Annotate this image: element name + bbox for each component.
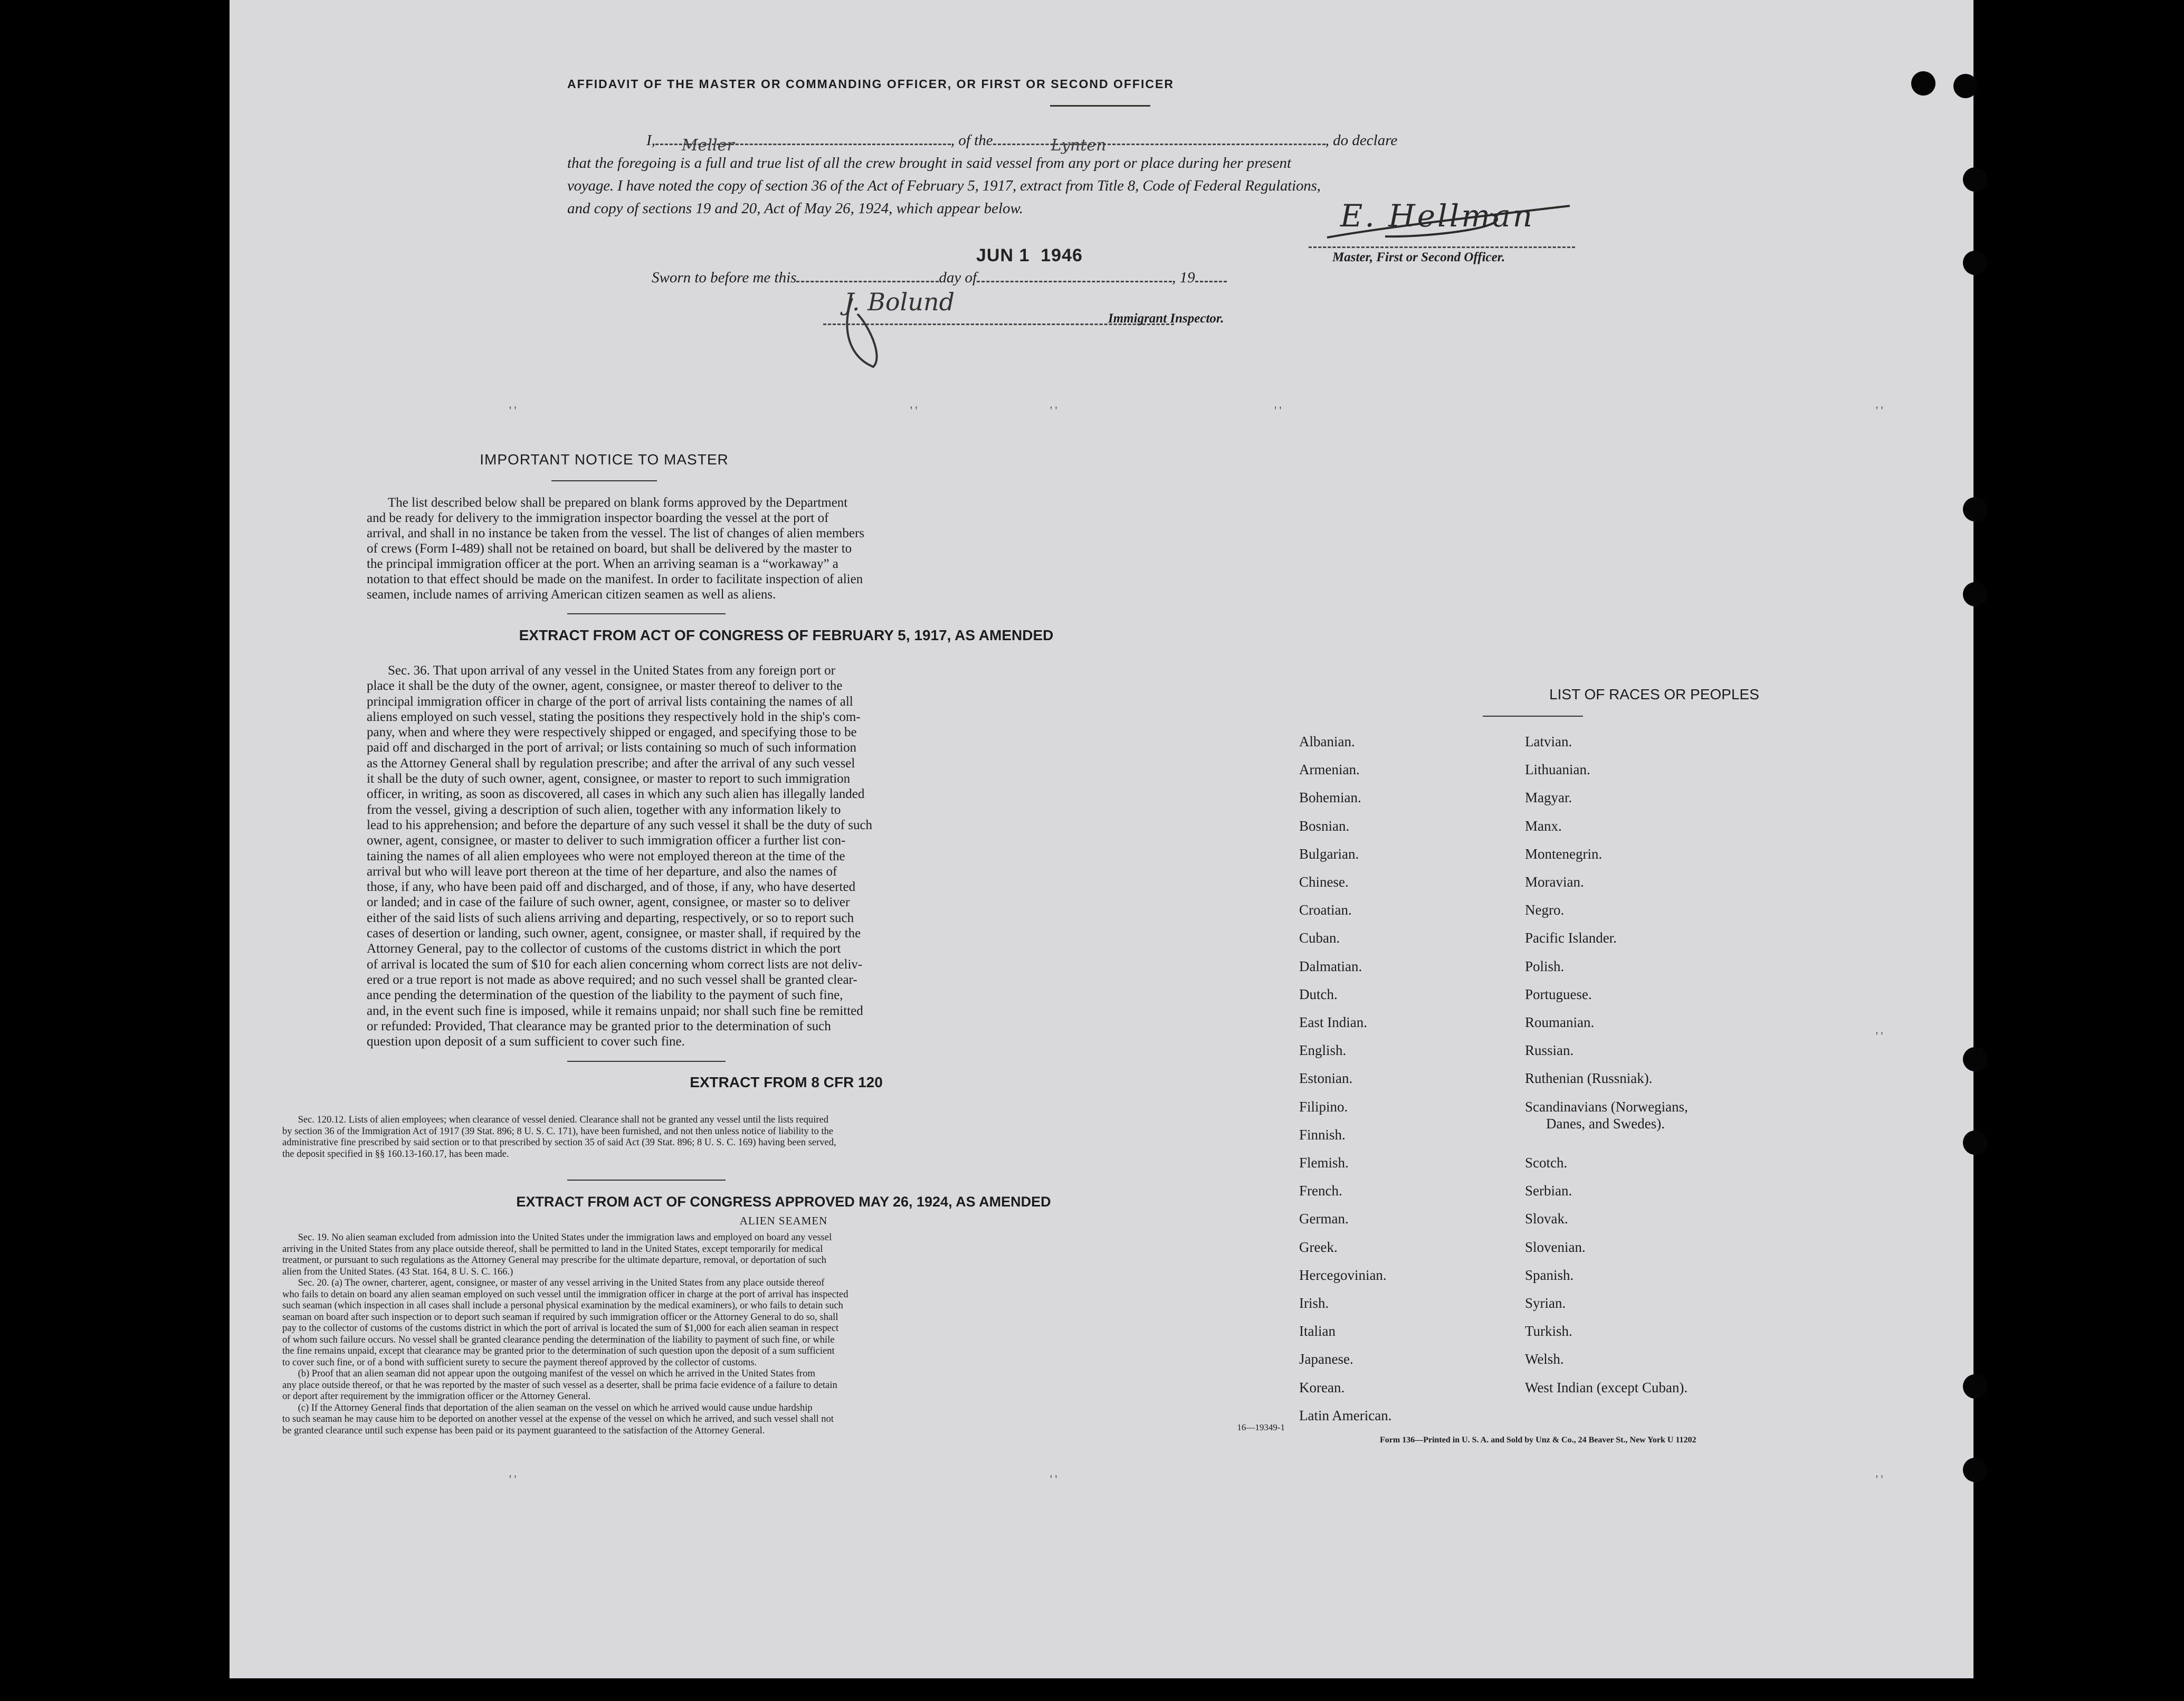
sworn-line	[652, 269, 1227, 287]
race-item: Lithuanian.	[1525, 762, 1590, 778]
race-item: Bulgarian.	[1299, 845, 1359, 862]
master-name-field[interactable]	[655, 136, 951, 155]
extract1917-body-line: lead to his apprehension; and before the departure of any such vessel it shall be the duty of such	[367, 818, 873, 832]
race-item: Moravian.	[1525, 874, 1584, 890]
form-code: 16—19349-1	[1237, 1422, 1285, 1432]
affidavit-line-2: that the foregoing is a full and true list of all the crew brought in said vessel from any port or place during her present	[567, 155, 1292, 172]
race-item: Scotch.	[1525, 1155, 1568, 1171]
sworn-prefix: Sworn to before me this	[652, 269, 797, 286]
race-item: Croatian.	[1299, 902, 1352, 918]
race-item: Bohemian.	[1299, 790, 1361, 806]
sworn-day-label: day of	[939, 269, 977, 286]
vessel-name-field[interactable]	[993, 136, 1325, 155]
extract1917-body-line: arrival but who will leave port thereon at the time of her departure, and also the names of	[367, 864, 837, 879]
extract1924-body-line: who fails to detain on board any alien seaman employed on such vessel until the immigration officer in charge at the port of arrival has inspected	[282, 1289, 848, 1300]
notice-rule	[551, 480, 657, 481]
race-item: Serbian.	[1525, 1183, 1572, 1199]
scan-mark: ' '	[1876, 1472, 1883, 1486]
document-sheet	[230, 0, 1973, 1678]
inspector-caption: Immigrant Inspector.	[1108, 311, 1224, 326]
notice-body-line: notation to that effect should be made on the manifest. In order to facilitate inspection of alien	[367, 572, 863, 586]
scan-mark: ' '	[509, 1472, 517, 1486]
extract1917-body-line: Attorney General, pay to the collector of customs of the customs district in which the port	[367, 942, 841, 956]
extract1924-body-line: the fine remains unpaid, except that clearance may be granted prior to the determination of such question upon the deposit of a sum sufficient	[282, 1346, 835, 1356]
punch-hole	[1963, 251, 1987, 275]
scan-mark: ' '	[910, 404, 918, 417]
scan-mark: ' '	[1274, 404, 1282, 417]
notice-body-line: and be ready for delivery to the immigration inspector boarding the vessel at the port of	[367, 511, 829, 525]
cfr-body-line: by section 36 of the Immigration Act of 1917 (39 Stat. 896; 8 U. S. C. 171), have been furnished, and not then unless notice of liability to the	[282, 1126, 834, 1137]
race-item: Ruthenian (Russniak).	[1525, 1070, 1653, 1087]
race-scandinavian-continued: Danes, and Swedes).	[1546, 1116, 1665, 1132]
punch-hole	[1911, 71, 1935, 96]
races-heading: LIST OF RACES OR PEOPLES	[1549, 686, 1759, 702]
race-item: Filipino.	[1299, 1098, 1348, 1115]
extract1924-body-line: Sec. 19. No alien seaman excluded from admission into the United States under the immigration laws and employed on board any vessel	[298, 1232, 832, 1243]
form-footer: Form 136—Printed in U. S. A. and Sold by Unz & Co., 24 Beaver St., New York U 11202	[1380, 1436, 1696, 1445]
extract1917-body-line: of arrival is located the sum of $10 for each alien concerning whom correct lists are not deliv-	[367, 957, 863, 972]
race-item: Welsh.	[1525, 1351, 1564, 1367]
race-item: Greek.	[1299, 1239, 1338, 1255]
race-item: Dalmatian.	[1299, 958, 1362, 974]
notice-body-line: of crews (Form I-489) shall not be retained on board, but shall be delivered by the master to	[367, 541, 852, 556]
inspector-flourish	[836, 293, 900, 372]
extract1917-body-line: aliens employed on such vessel, stating the positions they respectively hold in the ship's com-	[367, 709, 861, 724]
sworn-year-label: , 19	[1172, 269, 1195, 286]
vessel-name-handwritten: Lynten	[1051, 136, 1107, 155]
race-item: Irish.	[1299, 1295, 1329, 1311]
master-signature-caption: Master, First or Second Officer.	[1332, 250, 1505, 264]
extract1924-body-line: alien from the United States. (43 Stat. 164, 8 U. S. C. 166.)	[282, 1266, 513, 1277]
extract1924-body-line: any place outside thereof, or that he was reported by the master of such vessel as a deserter, shall be prima facie evidence of a failure to detain	[282, 1380, 837, 1391]
punch-hole	[1953, 74, 1978, 98]
extract1917-body-line: Sec. 36. That upon arrival of any vessel in the United States from any foreign port or	[388, 663, 835, 678]
extract1917-body-line: either of the said lists of such aliens arriving and departing, respectively, or so to report such	[367, 910, 854, 925]
scan-mark: ' '	[509, 404, 517, 417]
master-name-handwritten: Meller	[681, 136, 735, 155]
punch-hole	[1963, 582, 1987, 606]
text-i: I,	[646, 132, 655, 149]
sworn-month-field[interactable]	[977, 281, 1172, 282]
master-signature: E. Hellman	[1340, 198, 1535, 234]
race-item: Korean.	[1299, 1379, 1345, 1395]
scan-mark: ' '	[1050, 404, 1057, 417]
extract1924-body-line: (b) Proof that an alien seaman did not appear upon the outgoing manifest of the vessel on which he arrived in the United States from	[298, 1369, 815, 1379]
race-item: West Indian (except Cuban).	[1525, 1379, 1688, 1395]
race-item: Slovenian.	[1525, 1239, 1586, 1255]
date-stamp: JUN 1 1946	[976, 245, 1083, 265]
extract1917-body-line: ered or a true report is not made as above required; and no such vessel shall be granted clear-	[367, 972, 857, 987]
master-signature-line	[1309, 246, 1575, 248]
race-item: English.	[1299, 1042, 1347, 1059]
extract1917-body-line: it shall be the duty of such owner, agent, consignee, or master to report to such immigration	[367, 772, 851, 786]
extract1924-body-line: to such seaman he may cause him to be deported on another vessel at the expense of the vessel on which he arrived, and such vessel shall not	[282, 1414, 834, 1424]
race-item: Scandinavians (Norwegians,	[1525, 1098, 1688, 1115]
extract1917-body-line: or refunded: Provided, That clearance may be granted prior to the determination of such	[367, 1019, 831, 1033]
race-item: Syrian.	[1525, 1295, 1566, 1311]
race-item: Slovak.	[1525, 1211, 1568, 1227]
extract1917-body-line: principal immigration officer in charge of the port of arrival lists containing the names of all	[367, 694, 853, 709]
extract1917-body-line: paid off and discharged in the port of arrival; or lists containing so much of such information	[367, 740, 857, 755]
race-item: Polish.	[1525, 958, 1565, 974]
extract1924-body-line: (c) If the Attorney General finds that deportation of the alien seaman on the vessel on which he arrived would cause undue hardship	[298, 1402, 813, 1413]
extract-1924-body	[282, 1232, 1285, 1437]
race-item: Estonian.	[1299, 1070, 1353, 1087]
race-item: Japanese.	[1299, 1351, 1353, 1367]
notice-body-line: seamen, include names of arriving American citizen seamen as well as aliens.	[367, 587, 776, 602]
notice-body	[367, 495, 1206, 602]
extract1917-body-line: ance pending the determination of the question of the liability to the payment of such fine,	[367, 988, 843, 1003]
race-item: Dutch.	[1299, 986, 1338, 1002]
race-item: Flemish.	[1299, 1155, 1349, 1171]
punch-hole	[1963, 1047, 1987, 1071]
race-item: Roumanian.	[1525, 1014, 1595, 1030]
race-item: Pacific Islander.	[1525, 930, 1617, 946]
race-item: Albanian.	[1299, 734, 1355, 749]
race-item: Bosnian.	[1299, 818, 1350, 834]
notice-body-line: arrival, and shall in no instance be taken from the vessel. The list of changes of alien members	[367, 526, 864, 540]
extract1924-body-line: pay to the collector of customs of the customs district in which the port of arrival is located the sum of $1,000 for each alien seaman in respect	[282, 1323, 839, 1334]
text-do-declare: , do declare	[1325, 132, 1398, 149]
race-item: Latvian.	[1525, 734, 1572, 749]
race-item: Manx.	[1525, 818, 1562, 834]
race-item: Chinese.	[1299, 874, 1349, 890]
race-item: Turkish.	[1525, 1323, 1572, 1339]
race-item: Finnish.	[1299, 1126, 1346, 1143]
cfr-body-line: administrative fine prescribed by said section or to that prescribed by section 35 of said Act (39 Stat. 896; 8 U. S. C. 169) having been served,	[282, 1137, 836, 1148]
notice-bottom-rule	[567, 613, 726, 614]
text-of-the: , of the	[950, 132, 993, 149]
extract1924-body-line: to cover such fine, or of a bond with sufficient surety to secure the payment thereof approved by the collector of customs.	[282, 1357, 757, 1368]
extract-cfr-rule	[567, 1180, 726, 1181]
punch-hole	[1963, 1458, 1987, 1482]
extract-1924-heading: EXTRACT FROM ACT OF CONGRESS APPROVED MAY 26, 1924, AS AMENDED	[516, 1194, 1051, 1210]
notice-heading: IMPORTANT NOTICE TO MASTER	[480, 451, 729, 468]
notice-body-line: the principal immigration officer at the port. When an arriving seaman is a “workaway” a	[367, 557, 838, 571]
extract1917-body-line: and, in the event such fine is imposed, while it remains unpaid; nor shall such fine be remitted	[367, 1003, 863, 1018]
signature-flourish	[1322, 195, 1575, 253]
race-item: Armenian.	[1299, 762, 1360, 778]
scan-mark: ' '	[1876, 404, 1883, 417]
extract1924-body-line: or deport after requirement by the immigration officer or the Attorney General.	[282, 1391, 591, 1402]
race-item: German.	[1299, 1211, 1349, 1227]
affidavit-title: AFFIDAVIT OF THE MASTER OR COMMANDING OFFICER, OR FIRST OR SECOND OFFICER	[567, 77, 1174, 91]
sworn-year-field[interactable]	[1195, 281, 1227, 282]
punch-hole	[1963, 167, 1987, 192]
cfr-body-line: the deposit specified in §§ 160.13-160.17, has been made.	[282, 1148, 509, 1160]
extract1917-body-line: officer, in writing, as soon as discovered, all cases in which any such alien has illegally landed	[367, 787, 865, 802]
extract1917-body-line: question upon deposit of a sum sufficient to cover such fine.	[367, 1034, 685, 1049]
race-item: Spanish.	[1525, 1267, 1574, 1283]
extract1917-body-line: taining the names of all alien employees who were not employed thereon at the time of the	[367, 849, 845, 863]
race-item: Hercegovinian.	[1299, 1267, 1387, 1283]
extract-cfr-heading: EXTRACT FROM 8 CFR 120	[690, 1074, 883, 1090]
punch-hole	[1963, 1130, 1987, 1155]
notice-body-line: The list described below shall be prepared on blank forms approved by the Department	[388, 496, 848, 510]
sworn-day-field[interactable]	[796, 281, 939, 282]
extract1917-body-line: place it shall be the duty of the owner, agent, consignee, or master thereof to deliver to the	[367, 679, 843, 693]
race-item: Magyar.	[1525, 790, 1572, 806]
race-item: Italian	[1299, 1323, 1336, 1339]
race-item: Cuban.	[1299, 930, 1340, 946]
scan-mark: ' '	[1876, 1029, 1883, 1042]
extract-1917-body	[367, 663, 1206, 1049]
title-rule	[1050, 105, 1150, 107]
races-rule	[1483, 716, 1583, 717]
punch-hole	[1963, 1374, 1987, 1399]
extract1917-body-line: as the Attorney General shall by regulation prescribe; and after the arrival of any such vessel	[367, 756, 855, 771]
punch-hole	[1963, 497, 1987, 521]
extract1917-body-line: owner, agent, consignee, or master to deliver to such immigration officer a further list con-	[367, 833, 846, 848]
extract-1917-heading: EXTRACT FROM ACT OF CONGRESS OF FEBRUARY 5, 1917, AS AMENDED	[519, 627, 1054, 643]
affidavit-line-4: and copy of sections 19 and 20, Act of May 26, 1924, which appear below.	[567, 200, 1023, 217]
race-item: Montenegrin.	[1525, 845, 1603, 862]
inspector-signature: J. Bolund	[844, 288, 955, 316]
extract1924-body-line: seaman on board after such inspection or to deport such seaman if required by such immigration officer or the Attorney General to do so, shall	[282, 1312, 838, 1323]
scan-mark: ' '	[1050, 1472, 1057, 1486]
extract1924-body-line: such seaman (which inspection in all cases shall include a personal physical examination by the medical examiners), or who fails to detain such	[282, 1300, 843, 1311]
cfr-body-line: Sec. 120.12. Lists of alien employees; when clearance of vessel denied. Clearance shall not be granted any vessel until the lists required	[298, 1115, 828, 1125]
extract1924-body-line: Sec. 20. (a) The owner, charterer, agent, consignee, or master of any vessel arriving in the United States from any place outside thereof	[298, 1278, 825, 1288]
race-item: Russian.	[1525, 1042, 1574, 1059]
extract1917-body-line: or landed; and in case of the failure of such owner, agent, consignee, or master so to deliver	[367, 895, 850, 910]
extract1924-body-line: treatment, or pursuant to such regulations as the Attorney General may prescribe for the ultimate departure, removal, or deportation of such	[282, 1255, 827, 1266]
extract1917-body-line: cases of desertion or landing, such owner, agent, consignee, or master shall, if required by the	[367, 926, 861, 941]
extract-cfr-body	[282, 1115, 1285, 1160]
extract1917-body-line: from the vessel, giving a description of such alien, together with any information likely to	[367, 802, 841, 817]
extract-1917-rule	[567, 1061, 726, 1062]
extract1917-body-line: pany, when and where they were respectively shipped or engaged, and specifying those to be	[367, 725, 857, 740]
race-item: East Indian.	[1299, 1014, 1367, 1030]
extract1917-body-line: those, if any, who have been paid off and discharged, and of those, if any, who have deserted	[367, 880, 856, 895]
extract1924-body-line: of whom such failure occurs. No vessel shall be granted clearance pending the determination of the liability to payment of such fine, or while	[282, 1334, 835, 1345]
extract1924-body-line: be granted clearance until such expense has been paid or its payment guaranteed to the satisfaction of the Attorney General.	[282, 1425, 765, 1436]
affidavit-line-1	[646, 132, 1398, 155]
race-item: Portuguese.	[1525, 986, 1592, 1002]
extract1924-body-line: arriving in the United States from any place outside thereof, shall be permitted to land in the United States, except temporarily for medical	[282, 1243, 823, 1255]
race-item: Negro.	[1525, 902, 1565, 918]
affidavit-line-3: voyage. I have noted the copy of section 36 of the Act of February 5, 1917, extract from Title 8, Code of Federal Regulations,	[567, 177, 1321, 194]
race-item: Latin American.	[1299, 1407, 1392, 1423]
race-item: French.	[1299, 1183, 1342, 1199]
extract-1924-subheading: ALIEN SEAMEN	[739, 1214, 828, 1227]
